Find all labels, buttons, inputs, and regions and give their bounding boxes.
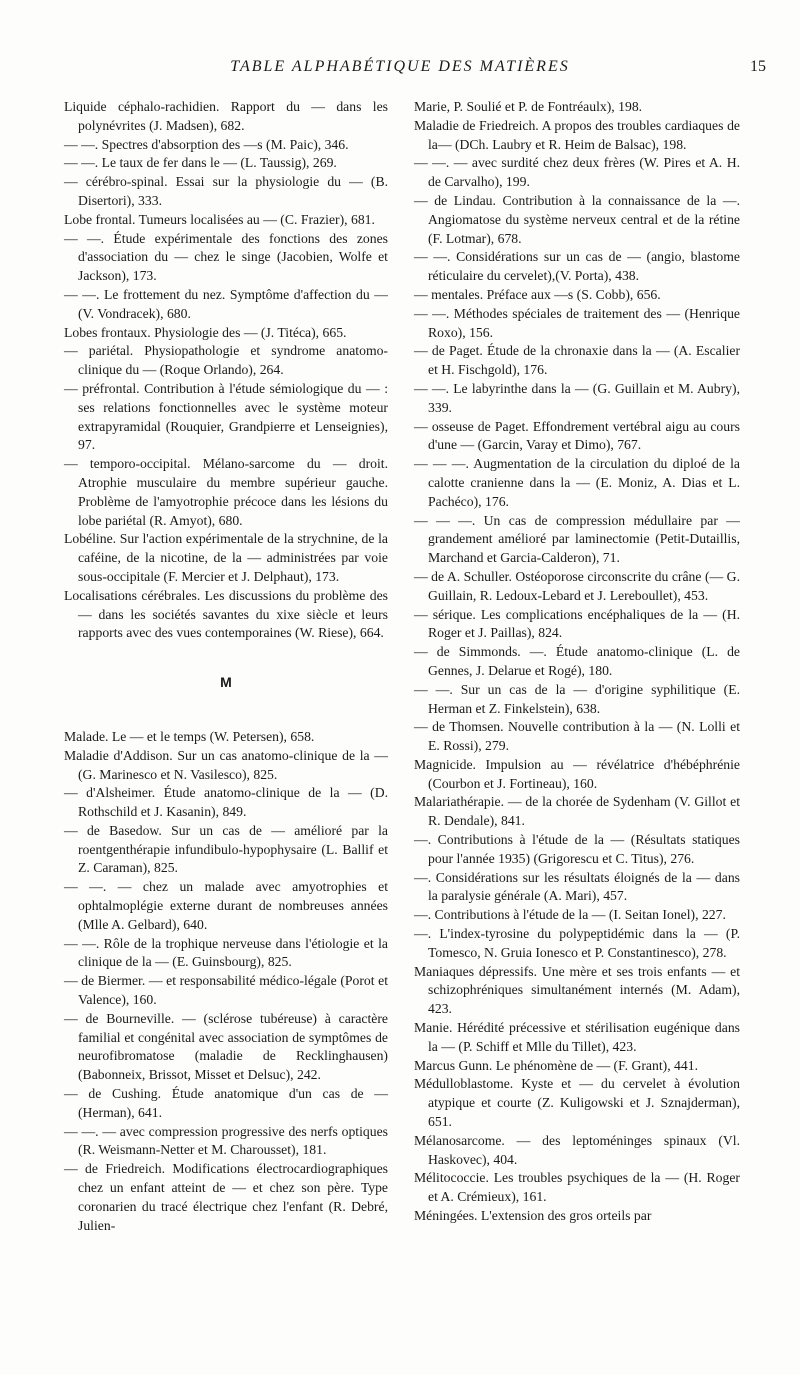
index-entry: — pariétal. Physiopathologie et syndrome anatomo-clinique du — (Roque Orlando), 264. xyxy=(64,343,388,378)
index-entry: — de Friedreich. Modifications électrocardiographiques chez un enfant atteint de — et chez son père. Type coronarien du tracé électrique chez l'enfant (R. Debré, Julien- xyxy=(64,1161,388,1233)
index-entry: —. Contributions à l'étude de la — (Résultats statiques pour l'année 1935) (Grigorescu et C. Titus), 276. xyxy=(414,832,740,866)
index-entries-m xyxy=(64,728,388,1236)
index-entry: Mélanosarcome. — des leptoméninges spinaux (Vl. Haskovec), 404. xyxy=(414,1132,740,1167)
index-entry: — —. Le taux de fer dans le — (L. Taussig), 269. xyxy=(64,155,337,171)
index-entry: Malariathérapie. — de la chorée de Sydenham (V. Gillot et R. Dendale), 841. xyxy=(414,794,740,829)
right-column xyxy=(414,98,740,1226)
index-entry: — —. — chez un malade avec amyotrophies et ophtalmoplégie externe durant de nombreuses années (Mlle A. Gelbard), 640. xyxy=(64,879,388,932)
page-header xyxy=(0,58,800,82)
index-entry: — de Lindau. Contribution à la connaissance de la —. Angiomatose du système nerveux central et de la rétine (F. Lotmar), 678. xyxy=(414,192,740,246)
index-entry: Lobes frontaux. Physiologie des — (J. Titéca), 665. xyxy=(64,324,347,340)
index-entry: Lobéline. Sur l'action expérimentale de la strychnine, de la caféine, de la nicotine, de la — administrées par voie sous-occipitale (F. Mercier et J. Delphaut), 173. xyxy=(64,531,388,584)
index-entry: — —. — avec surdité chez deux frères (W. Pires et A. H. de Carvalho), 199. xyxy=(414,155,740,190)
index-entry: — —. Le labyrinthe dans la — (G. Guillain et M. Aubry), 339. xyxy=(414,380,740,415)
index-entry: — de Simmonds. —. Étude anatomo-clinique (L. de Gennes, J. Delarue et Rogé), 180. xyxy=(414,644,740,678)
index-entries-l xyxy=(64,98,388,643)
index-entry: Marcus Gunn. Le phénomène de — (F. Grant), 441. xyxy=(414,1057,698,1073)
index-entry: Médulloblastome. Kyste et — du cervelet à évolution atypique et courte (Z. Kuligowski et J. Sznajderman), 651. xyxy=(414,1076,740,1130)
index-entry: — de Basedow. Sur un cas de — amélioré par la roentgenthérapie infundibulo-hypophysaire (L. Ballif et Z. Caraman), 825. xyxy=(64,822,388,876)
section-letter: M xyxy=(220,674,232,691)
index-entry: Maladie d'Addison. Sur un cas anatomo-clinique de la — (G. Marinesco et N. Vasilesco), 825. xyxy=(64,747,388,782)
index-entry: — —. Le frottement du nez. Symptôme d'affection du — (V. Vondracek), 680. xyxy=(64,286,388,321)
index-entry: — — —. Un cas de compression médullaire par — grandement amélioré par laminectomie (Petit-Dutaillis, Marchand et Garcia-Calderon), 71. xyxy=(414,512,740,566)
index-entry: — mentales. Préface aux —s (S. Cobb), 656. xyxy=(414,286,661,302)
index-entry: — de Paget. Étude de la chronaxie dans la — (A. Escalier et H. Fischgold), 176. xyxy=(414,343,740,378)
index-entry: —. Considérations sur les résultats éloignés de la — dans la paralysie générale (A. Mari), 457. xyxy=(414,869,740,904)
index-entry: — —. Rôle de la trophique nerveuse dans l'étiologie et la clinique de la — (E. Guinsbourg), 825. xyxy=(64,935,388,970)
index-entry: — de Bourneville. — (sclérose tubéreuse) à caractère familial et congénital avec association de symptômes de neurofibromatose (maladie de Recklinghausen) (Babonneix, Brissot, Misset et Delsuc), 242. xyxy=(64,1010,388,1083)
running-title: TABLE ALPHABÉTIQUE DES MATIÈRES xyxy=(230,58,570,75)
index-entry: — temporo-occipital. Mélano-sarcome du — droit. Atrophie musculaire du membre supérieur gauche. Problème de l'amyotrophie précoce dans les lésions du lobe pariétal (R. Amyot), 680. xyxy=(64,456,388,528)
index-entry: — de Cushing. Étude anatomique d'un cas de — (Herman), 641. xyxy=(64,1086,388,1120)
index-entry: Maladie de Friedreich. A propos des troubles cardiaques de la— (DCh. Laubry et R. Heim de Balsac), 198. xyxy=(414,117,740,152)
index-entry: — de Biermer. — et responsabilité médico-légale (Porot et Valence), 160. xyxy=(64,973,388,1008)
index-entry: — —. Méthodes spéciales de traitement des — (Henrique Roxo), 156. xyxy=(414,305,740,340)
index-entry: Méningées. L'extension des gros orteils par xyxy=(414,1208,652,1224)
index-entry: Localisations cérébrales. Les discussions du problème des — dans les sociétés savantes du xixe siècle et leurs rapports avec des vues contemporaines (W. Riese), 664. xyxy=(64,587,388,641)
index-entry: — préfrontal. Contribution à l'étude sémiologique du — : ses relations fonctionnelles avec le système moteur extrapyramidal (Rouquier, Grandpierre et Lenseignies), 97. xyxy=(64,380,388,453)
index-entry: — —. Étude expérimentale des fonctions des zones d'association du — chez le singe (Jacobien, Wolfe et Jackson), 173. xyxy=(64,230,388,284)
index-entry: — —. Sur un cas de la — d'origine syphilitique (E. Herman et Z. Finkelstein), 638. xyxy=(414,681,740,716)
index-entry: — —. — avec compression progressive des nerfs optiques (R. Weismann-Netter et M. Charousset), 181. xyxy=(64,1123,388,1158)
index-entry: Malade. Le — et le temps (W. Petersen), 658. xyxy=(64,728,315,744)
left-column xyxy=(64,98,388,1235)
index-entry: Lobe frontal. Tumeurs localisées au — (C. Frazier), 681. xyxy=(64,211,375,227)
index-entry: — osseuse de Paget. Effondrement vertébral aigu au cours d'une — (Garcin, Varay et Dimo), 767. xyxy=(414,418,740,453)
index-entry: — —. Spectres d'absorption des —s (M. Paic), 346. xyxy=(64,136,349,152)
index-entry: — d'Alsheimer. Étude anatomo-clinique de la — (D. Rothschild et J. Kasanin), 849. xyxy=(64,785,388,820)
index-entry: Liquide céphalo-rachidien. Rapport du — dans les polynévrites (J. Madsen), 682. xyxy=(64,99,388,133)
index-entry: Mélitococcie. Les troubles psychiques de la — (H. Roger et A. Crémieux), 161. xyxy=(414,1170,740,1205)
index-entry: — — —. Augmentation de la circulation du diploé de la calotte cranienne dans la — (E. Moniz, A. Dias et L. Pachéco), 176. xyxy=(414,456,740,509)
index-entry: — —. Considérations sur un cas de — (angio, blastome réticulaire du cervelet),(V. Porta), 438. xyxy=(414,249,740,284)
index-entry: — de Thomsen. Nouvelle contribution à la — (N. Lolli et E. Rossi), 279. xyxy=(414,719,740,754)
index-entry: —. L'index-tyrosine du polypeptidémic dans la — (P. Tomesco, N. Gruia Ionesco et P. Constantinesco), 278. xyxy=(414,926,740,960)
page-number: 15 xyxy=(750,58,766,75)
index-entry: — cérébro-spinal. Essai sur la physiologie du — (B. Disertori), 333. xyxy=(64,174,388,208)
index-entry: Marie, P. Soulié et P. de Fontréaulx), 198. xyxy=(414,99,643,114)
index-entry: — sérique. Les complications encéphaliques de la — (H. Roger et J. Paillas), 824. xyxy=(414,606,740,641)
index-entry: Manie. Hérédité précessive et stérilisation eugénique dans la — (P. Schiff et Mlle du Tillet), 423. xyxy=(414,1020,740,1054)
index-entry: Magnicide. Impulsion au — révélatrice d'hébéphrénie (Courbon et J. Fortineau), 160. xyxy=(414,756,740,791)
index-entry: —. Contributions à l'étude de la — (I. Seitan Ionel), 227. xyxy=(414,907,726,923)
index-entry: — de A. Schuller. Ostéoporose circonscrite du crâne (— G. Guillain, R. Ledoux-Lebard et J. Lereboullet), 453. xyxy=(414,568,740,603)
index-entries-right xyxy=(414,98,740,1226)
index-entry: Maniaques dépressifs. Une mère et ses trois enfants — et schizophréniques simultanément internés (M. Adam), 423. xyxy=(414,963,740,1017)
